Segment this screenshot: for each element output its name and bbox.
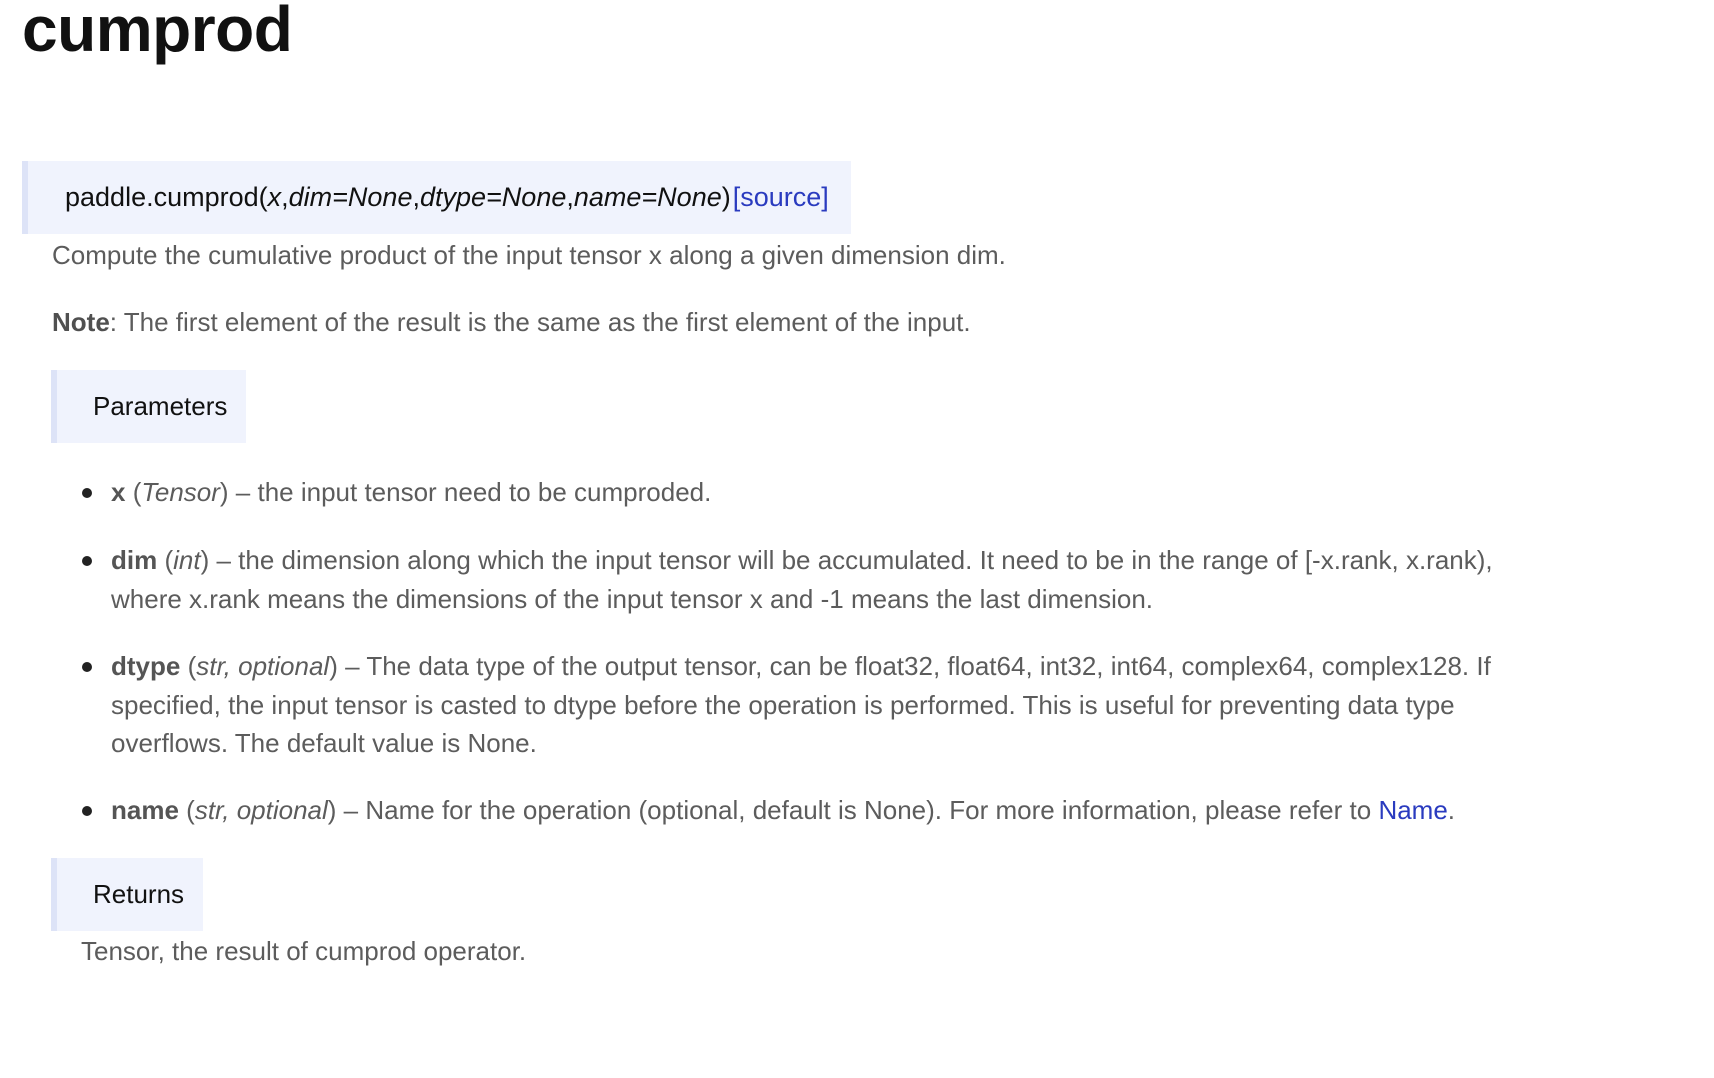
signature-arg-x: x [267,182,282,212]
param-desc: ) – the input tensor need to be cumproded. [219,477,712,507]
parameter-item-name [82,791,1552,830]
returns-heading [51,858,203,931]
param-name: name [111,795,179,825]
note-label: Note [52,307,110,337]
signature-prefix: paddle.cumprod( [65,182,268,212]
parameters-heading [51,370,246,443]
note [52,303,971,341]
source-link[interactable]: [source] [732,182,829,212]
param-paren: ( [180,651,197,681]
function-signature [22,161,851,234]
param-name: x [111,477,126,507]
param-desc: ) – The data type of the output tensor, can be float32, float64, int32, int64, complex64, complex128. If specified, the input tensor is casted to dtype before the operation is performed. This is useful for preventing data type overflows. The default value is None. [111,651,1491,758]
description: Compute the cumulative product of the input tensor x along a given dimension dim. [52,240,1006,270]
param-paren: ( [125,477,142,507]
param-name: dtype [111,651,181,681]
parameter-item-dim [82,541,1552,618]
param-type: str, optional [196,651,330,681]
page-title: cumprod [22,0,293,65]
signature-arg-dtype: dtype=None [419,182,567,212]
param-paren: ( [178,795,195,825]
parameters-heading-label: Parameters [93,391,228,421]
note-text: : The first element of the result is the same as the first element of the input. [109,307,971,337]
param-name: dim [111,545,158,575]
bullet-icon [82,488,92,498]
param-desc: ) – the dimension along which the input tensor will be accumulated. It need to be in the range of [-x.rank, x.rank), where x.rank means the dimensions of the input tensor x and -1 means the last dimension. [111,545,1493,614]
signature-separator: , [412,182,420,212]
bullet-icon [82,662,92,672]
signature-separator: , [281,182,289,212]
parameter-item-dtype [82,647,1552,763]
name-doc-link[interactable]: Name [1378,795,1448,825]
signature-suffix: ) [721,182,731,212]
returns-text: Tensor, the result of cumprod operator. [81,936,527,966]
parameter-item-x [82,473,1552,512]
param-type: int [173,545,201,575]
signature-arg-dim: dim=None [288,182,413,212]
param-type: Tensor [141,477,220,507]
returns-heading-label: Returns [93,879,185,909]
param-type: str, optional [194,795,328,825]
param-desc: ) – Name for the operation (optional, default is None). For more information, please refer to [327,795,1379,825]
param-paren: ( [157,545,174,575]
signature-separator: , [566,182,574,212]
bullet-icon [82,806,92,816]
signature-arg-name: name=None [573,182,722,212]
bullet-icon [82,556,92,566]
param-desc-end: . [1447,795,1456,825]
